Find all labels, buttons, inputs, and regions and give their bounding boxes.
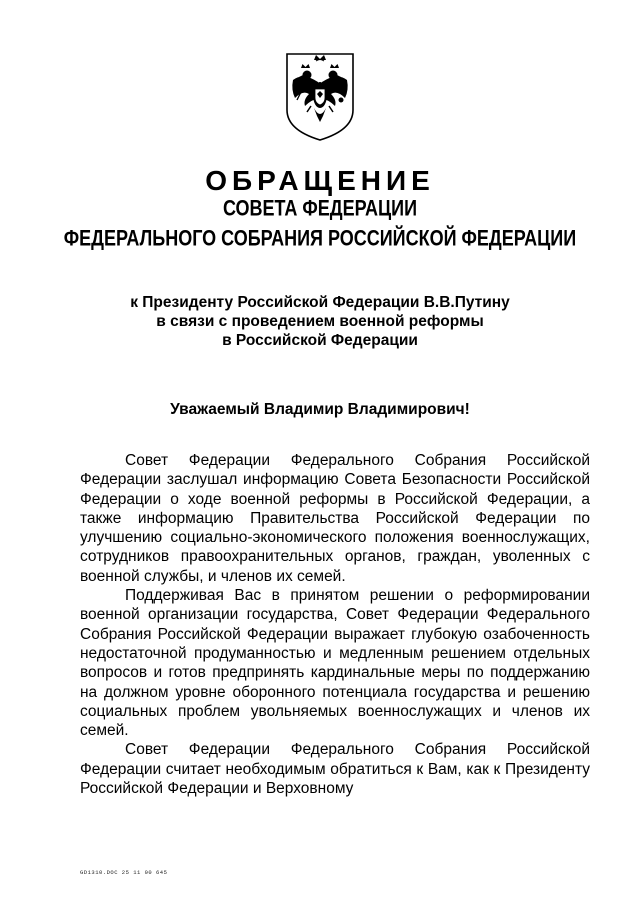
- document-title: ОБРАЩЕНИЕ: [205, 165, 435, 196]
- addressee-line: в Российской Федерации: [222, 332, 418, 349]
- addressee-line: в связи с проведением военной реформы: [156, 313, 484, 330]
- document-subtitle-2: ФЕДЕРАЛЬНОГО СОБРАНИЯ РОССИЙСКОЙ ФЕДЕРАЦИИ: [63, 225, 577, 251]
- body-text: [80, 451, 590, 798]
- document-subtitle-1: СОВЕТА ФЕДЕРАЦИИ: [222, 195, 418, 221]
- greeting: Уважаемый Владимир Владимирович!: [170, 401, 470, 418]
- addressee-block: [0, 293, 640, 350]
- body-paragraph: Совет Федерации Федерального Собрания Российской Федерации считает необходимым обратиться к Вам, как к Президенту Российской Федерации и Верховному: [80, 741, 590, 798]
- addressee-line: к Президенту Российской Федерации В.В.Путину: [130, 294, 510, 311]
- russian-coat-of-arms-icon: [283, 50, 357, 142]
- body-paragraph: Совет Федерации Федерального Собрания Российской Федерации заслушал информацию Совета Безопасности Российской Федерации о ходе военной реформы в Российской Федерации, а также информацию Правительства Российской Федерации по улучшению социально-экономического положения военнослужащих, сотрудников правоохранительных органов, граждан, уволенных с военной службы, и членов их семей.: [80, 452, 590, 585]
- document-code-footer: GD1310.DOC 25 11 00 645: [80, 869, 168, 876]
- body-paragraph: Поддерживая Вас в принятом решении о реформировании военной организации государства, Совет Федерации Федерального Собрания Российской Федерации выражает глубокую озабоченность недостаточной продуманностью и медленным решением отдельных вопросов и готов предпринять кардинальные меры по поддержанию на должном уровне оборонного потенциала государства и решению социальных проблем увольняемых военнослужащих и членов их семей.: [80, 587, 590, 740]
